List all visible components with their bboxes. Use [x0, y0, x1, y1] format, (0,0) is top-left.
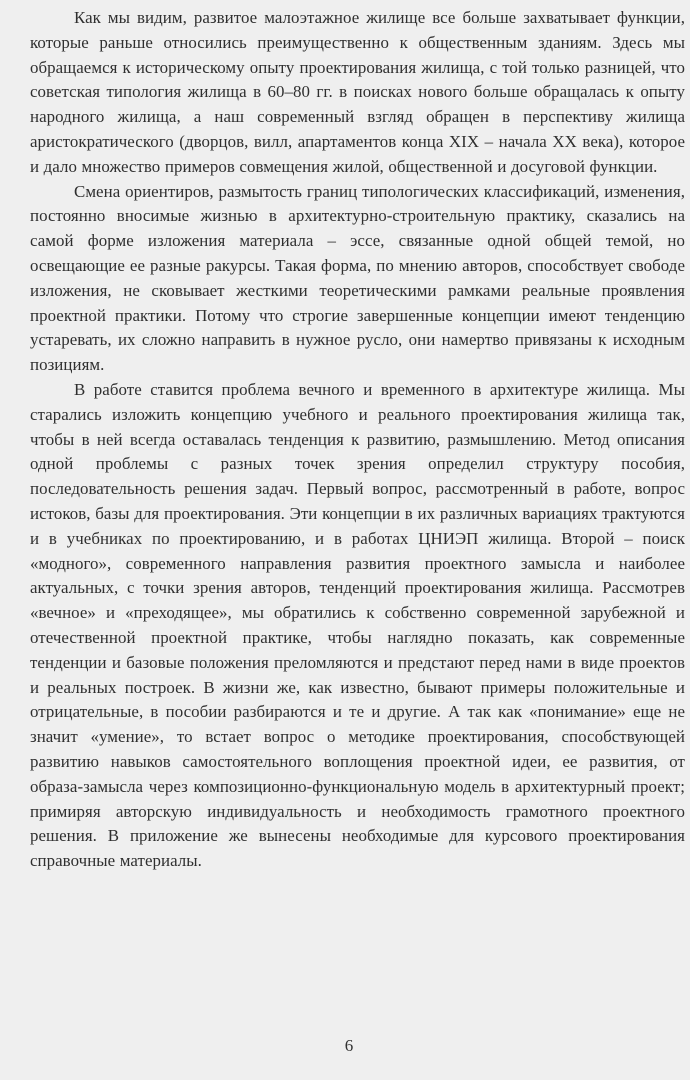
paragraph-2: Смена ориентиров, размытость границ типологических классификаций, изменения, постоянно вносимые жизнью в архитектурно-строительную практику, сказались на самой форме изложения материала – эссе, связанные одной общей темой, но освещающие ее разные ракурсы. Такая форма, по мнению авторов, способствует свободе изложения, не сковывает жесткими теоретическими рамками реальные проявления проектной практики. Потому что строгие завершенные концепции имеют тенденцию устаревать, их сложно направить в нужное русло, они намертво привязаны к исходным позициям.: [30, 181, 685, 375]
paragraph-1: Как мы видим, развитое малоэтажное жилище все больше захватывает функции, которые раньше относились преимущественно к общественным зданиям. Здесь мы обращаемся к историческому опыту проектирования жилища, с той только разницей, что советская типология жилища в 60–80 гг. в поисках нового больше обращалась к опыту народного жилища, а наш современный взгляд обращен в перспективу жилища аристократического (дворцов, вилл, апартаментов конца XIX – начала XX века), которое и дало множество примеров совмещения жилой, общественной и досуговой функции.: [30, 8, 685, 176]
paragraph-3: В работе ставится проблема вечного и временного в архитектуре жилища. Мы старались изложить концепцию учебного и реального проектирования жилища так, чтобы в ней всегда оставалась тенденция к развитию, размышлению. Метод описания одной проблемы с разных точек зрения определил структуру пособия, последовательность решения задач. Первый вопрос, рассмотренный в работе, вопрос истоков, базы для проектирования. Эти концепции в их различных вариациях трактуются и в учебниках по проектированию, и в работах ЦНИЭП жилища. Второй – поиск «модного», современного направления развития проектного замысла и наиболее актуальных, с точки зрения авторов, тенденций проектирования жилища. Рассмотрев «вечное» и «преходящее», мы обратились к собственно современной зарубежной и отечественной проектной практике, чтобы наглядно показать, как современные тенденции и базовые положения преломляются и предстают перед нами в виде проектов и реальных построек. В жизни же, как известно, бывают примеры положительные и отрицательные, в пособии разбираются и те и другие. А так как «понимание» еще не значит «умение», то встает вопрос о методике проектирования, способствующей развитию навыков самостоятельного воплощения проектной идеи, ее развития, от образа-замысла через композиционно-функциональную модель в архитектурный проект; примиряя авторскую индивидуальность и необходимость грамотного проектного решения. В приложение же вынесены необходимые для курсового проектирования справочные материалы.: [30, 379, 685, 871]
page-number: 6: [344, 1036, 354, 1055]
page-body: [30, 6, 685, 874]
